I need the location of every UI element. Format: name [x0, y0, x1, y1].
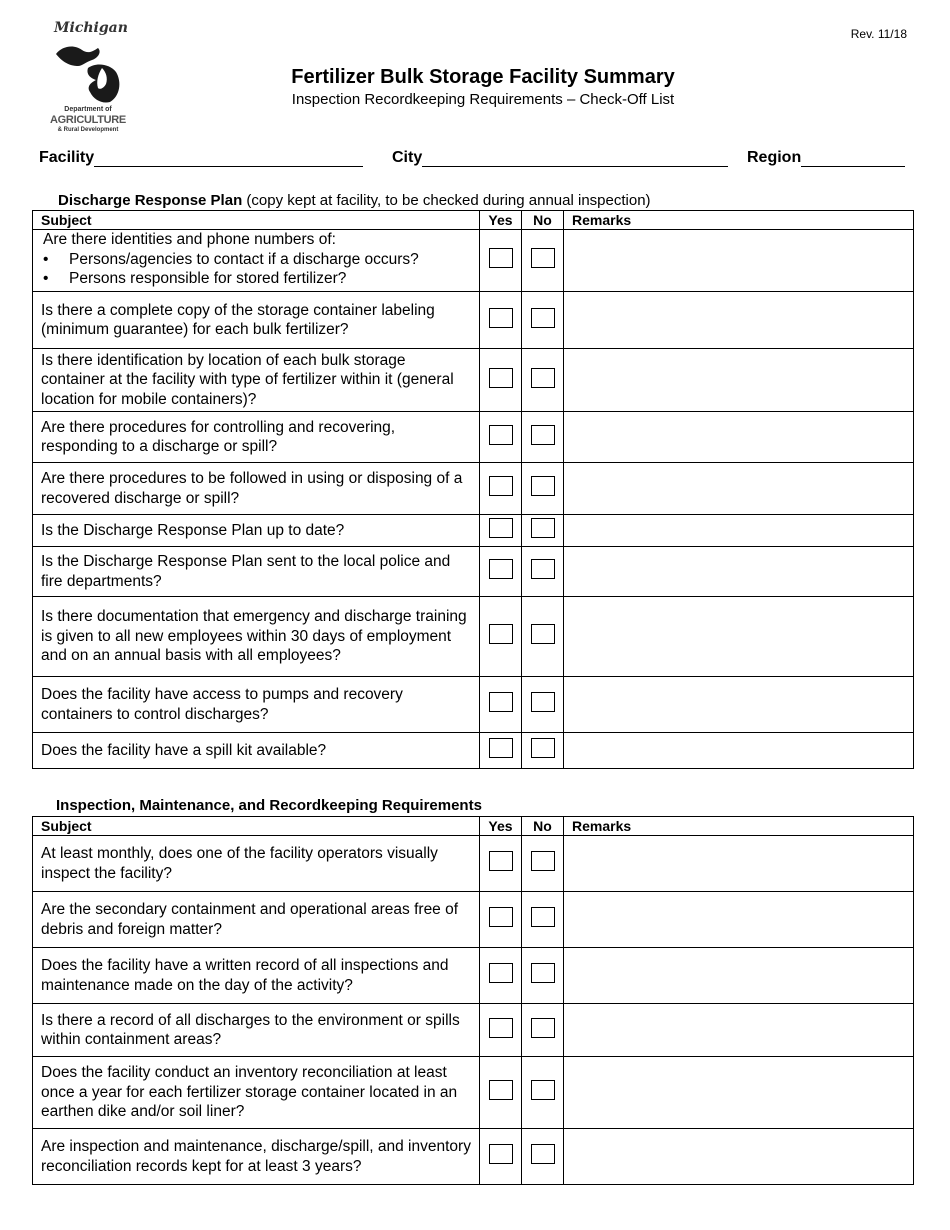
no-header: No — [522, 817, 564, 836]
no-checkbox[interactable] — [531, 518, 555, 538]
remarks-cell[interactable] — [564, 892, 914, 948]
yes-cell — [480, 1004, 522, 1057]
remarks-cell[interactable] — [564, 292, 914, 349]
no-checkbox[interactable] — [531, 559, 555, 579]
subject-header: Subject — [33, 817, 480, 836]
yes-checkbox[interactable] — [489, 738, 513, 758]
yes-cell — [480, 677, 522, 733]
question-cell: Are the secondary containment and operational areas free of debris and foreign matter? — [33, 892, 480, 948]
recordkeeping-table — [32, 816, 914, 1185]
region-label: Region — [747, 149, 802, 166]
question-cell: Is there identification by location of each bulk storage container at the facility with type of fertilizer within it (general location for mobile containers)? — [33, 349, 480, 412]
no-checkbox[interactable] — [531, 248, 555, 268]
no-cell — [522, 230, 564, 292]
yes-checkbox[interactable] — [489, 851, 513, 871]
table-row — [33, 230, 914, 292]
yes-cell — [480, 733, 522, 769]
yes-cell — [480, 463, 522, 515]
no-cell — [522, 292, 564, 349]
facility-input[interactable] — [94, 150, 363, 167]
remarks-cell[interactable] — [564, 463, 914, 515]
subject-header: Subject — [33, 211, 480, 230]
yes-cell — [480, 892, 522, 948]
question-cell: Is there a complete copy of the storage container labeling (minimum guarantee) for each bulk fertilizer? — [33, 292, 480, 349]
yes-checkbox[interactable] — [489, 476, 513, 496]
yes-checkbox[interactable] — [489, 425, 513, 445]
section2-heading-title: Inspection, Maintenance, and Recordkeeping Requirements — [56, 797, 482, 814]
city-label: City — [392, 149, 423, 166]
table-row — [33, 1004, 914, 1057]
no-header: No — [522, 211, 564, 230]
yes-checkbox[interactable] — [489, 907, 513, 927]
yes-checkbox[interactable] — [489, 1080, 513, 1100]
section1-heading-note: (copy kept at facility, to be checked during annual inspection) — [246, 192, 651, 209]
no-checkbox[interactable] — [531, 738, 555, 758]
question-cell: Is the Discharge Response Plan sent to the local police and fire departments? — [33, 547, 480, 597]
logo-script-text: Michigan — [54, 20, 128, 36]
question-cell: Does the facility have a written record of all inspections and maintenance made on the day of the activity? — [33, 948, 480, 1004]
table-row — [33, 1057, 914, 1129]
table-row — [33, 836, 914, 892]
facility-label: Facility — [39, 149, 95, 166]
no-checkbox[interactable] — [531, 1080, 555, 1100]
no-cell — [522, 1129, 564, 1185]
no-checkbox[interactable] — [531, 476, 555, 496]
section1-heading — [58, 192, 651, 209]
table-row — [33, 733, 914, 769]
table-row — [33, 349, 914, 412]
remarks-cell[interactable] — [564, 836, 914, 892]
yes-checkbox[interactable] — [489, 1018, 513, 1038]
remarks-cell[interactable] — [564, 547, 914, 597]
no-cell — [522, 733, 564, 769]
table-row — [33, 677, 914, 733]
yes-checkbox[interactable] — [489, 559, 513, 579]
yes-cell — [480, 1057, 522, 1129]
yes-checkbox[interactable] — [489, 518, 513, 538]
no-checkbox[interactable] — [531, 308, 555, 328]
facility-field — [39, 149, 363, 167]
yes-checkbox[interactable] — [489, 1144, 513, 1164]
question-cell: Are inspection and maintenance, discharge/spill, and inventory reconciliation records kept for at least 3 years? — [33, 1129, 480, 1185]
no-cell — [522, 892, 564, 948]
remarks-cell[interactable] — [564, 230, 914, 292]
remarks-header: Remarks — [564, 817, 914, 836]
city-field — [392, 149, 728, 167]
yes-cell — [480, 412, 522, 463]
yes-checkbox[interactable] — [489, 368, 513, 388]
question-intro: Are there identities and phone numbers of: — [43, 231, 336, 248]
question-cell: Are there procedures for controlling and recovering, responding to a discharge or spill? — [33, 412, 480, 463]
table-row — [33, 515, 914, 547]
question-cell: Are there procedures to be followed in using or disposing of a recovered discharge or spill? — [33, 463, 480, 515]
remarks-cell[interactable] — [564, 1004, 914, 1057]
remarks-header: Remarks — [564, 211, 914, 230]
yes-cell — [480, 292, 522, 349]
no-checkbox[interactable] — [531, 425, 555, 445]
no-cell — [522, 677, 564, 733]
table-row — [33, 948, 914, 1004]
logo-dept-text: Department of — [64, 106, 112, 113]
question-cell — [33, 230, 480, 292]
remarks-cell[interactable] — [564, 515, 914, 547]
table-row — [33, 547, 914, 597]
question-cell: At least monthly, does one of the facility operators visually inspect the facility? — [33, 836, 480, 892]
remarks-cell[interactable] — [564, 349, 914, 412]
table-row — [33, 597, 914, 677]
no-checkbox[interactable] — [531, 692, 555, 712]
question-cell: Does the facility have access to pumps and recovery containers to control discharges? — [33, 677, 480, 733]
bullet-item: • Persons/agencies to contact if a discharge occurs? — [41, 250, 473, 270]
bullet-item: • Persons responsible for stored fertilizer? — [41, 269, 473, 289]
remarks-cell[interactable] — [564, 948, 914, 1004]
yes-cell — [480, 547, 522, 597]
remarks-cell[interactable] — [564, 597, 914, 677]
question-cell: Does the facility have a spill kit available? — [33, 733, 480, 769]
yes-cell — [480, 836, 522, 892]
page-title: Fertilizer Bulk Storage Facility Summary — [291, 66, 675, 88]
page-subtitle: Inspection Recordkeeping Requirements – Check-Off List — [291, 91, 675, 108]
no-cell — [522, 412, 564, 463]
table-header-row — [33, 211, 914, 230]
no-cell — [522, 948, 564, 1004]
question-cell: Is there a record of all discharges to the environment or spills within containment areas? — [33, 1004, 480, 1057]
yes-checkbox[interactable] — [489, 624, 513, 644]
yes-checkbox[interactable] — [489, 248, 513, 268]
no-checkbox[interactable] — [531, 1144, 555, 1164]
yes-checkbox[interactable] — [489, 963, 513, 983]
yes-cell — [480, 597, 522, 677]
region-input[interactable] — [801, 150, 905, 167]
question-bullets — [41, 250, 473, 289]
yes-cell — [480, 1129, 522, 1185]
no-cell — [522, 597, 564, 677]
remarks-cell[interactable] — [564, 1057, 914, 1129]
city-input[interactable] — [422, 150, 728, 167]
question-cell: Does the facility conduct an inventory reconciliation at least once a year for each fertilizer storage container located in an earthen dike and/or soil liner? — [33, 1057, 480, 1129]
logo-rural-text: & Rural Development — [57, 127, 119, 133]
yes-cell — [480, 515, 522, 547]
no-cell — [522, 1057, 564, 1129]
table-row — [33, 892, 914, 948]
no-cell — [522, 349, 564, 412]
no-checkbox[interactable] — [531, 368, 555, 388]
no-checkbox[interactable] — [531, 1018, 555, 1038]
discharge-plan-table — [32, 210, 914, 769]
section1-heading-title: Discharge Response Plan — [58, 192, 243, 209]
question-cell: Is there documentation that emergency and discharge training is given to all new employees within 30 days of employment and on an annual basis with all employees? — [33, 597, 480, 677]
remarks-cell[interactable] — [564, 733, 914, 769]
yes-checkbox[interactable] — [489, 692, 513, 712]
table-row — [33, 1129, 914, 1185]
no-checkbox[interactable] — [531, 624, 555, 644]
revision-label: Rev. 11/18 — [850, 27, 907, 41]
section2-heading — [56, 797, 482, 814]
no-cell — [522, 547, 564, 597]
remarks-cell[interactable] — [564, 412, 914, 463]
region-field — [747, 149, 905, 167]
table-header-row — [33, 817, 914, 836]
no-cell — [522, 515, 564, 547]
yes-cell — [480, 349, 522, 412]
no-cell — [522, 1004, 564, 1057]
remarks-cell[interactable] — [564, 1129, 914, 1185]
no-cell — [522, 836, 564, 892]
no-checkbox[interactable] — [531, 851, 555, 871]
yes-header: Yes — [480, 211, 522, 230]
no-checkbox[interactable] — [531, 963, 555, 983]
no-cell — [522, 463, 564, 515]
yes-checkbox[interactable] — [489, 308, 513, 328]
logo-agri-text: AGRICULTURE — [50, 114, 126, 126]
no-checkbox[interactable] — [531, 907, 555, 927]
table-row — [33, 412, 914, 463]
table-row — [33, 463, 914, 515]
question-cell: Is the Discharge Response Plan up to date? — [33, 515, 480, 547]
yes-header: Yes — [480, 817, 522, 836]
table-row — [33, 292, 914, 349]
remarks-cell[interactable] — [564, 677, 914, 733]
yes-cell — [480, 948, 522, 1004]
yes-cell — [480, 230, 522, 292]
